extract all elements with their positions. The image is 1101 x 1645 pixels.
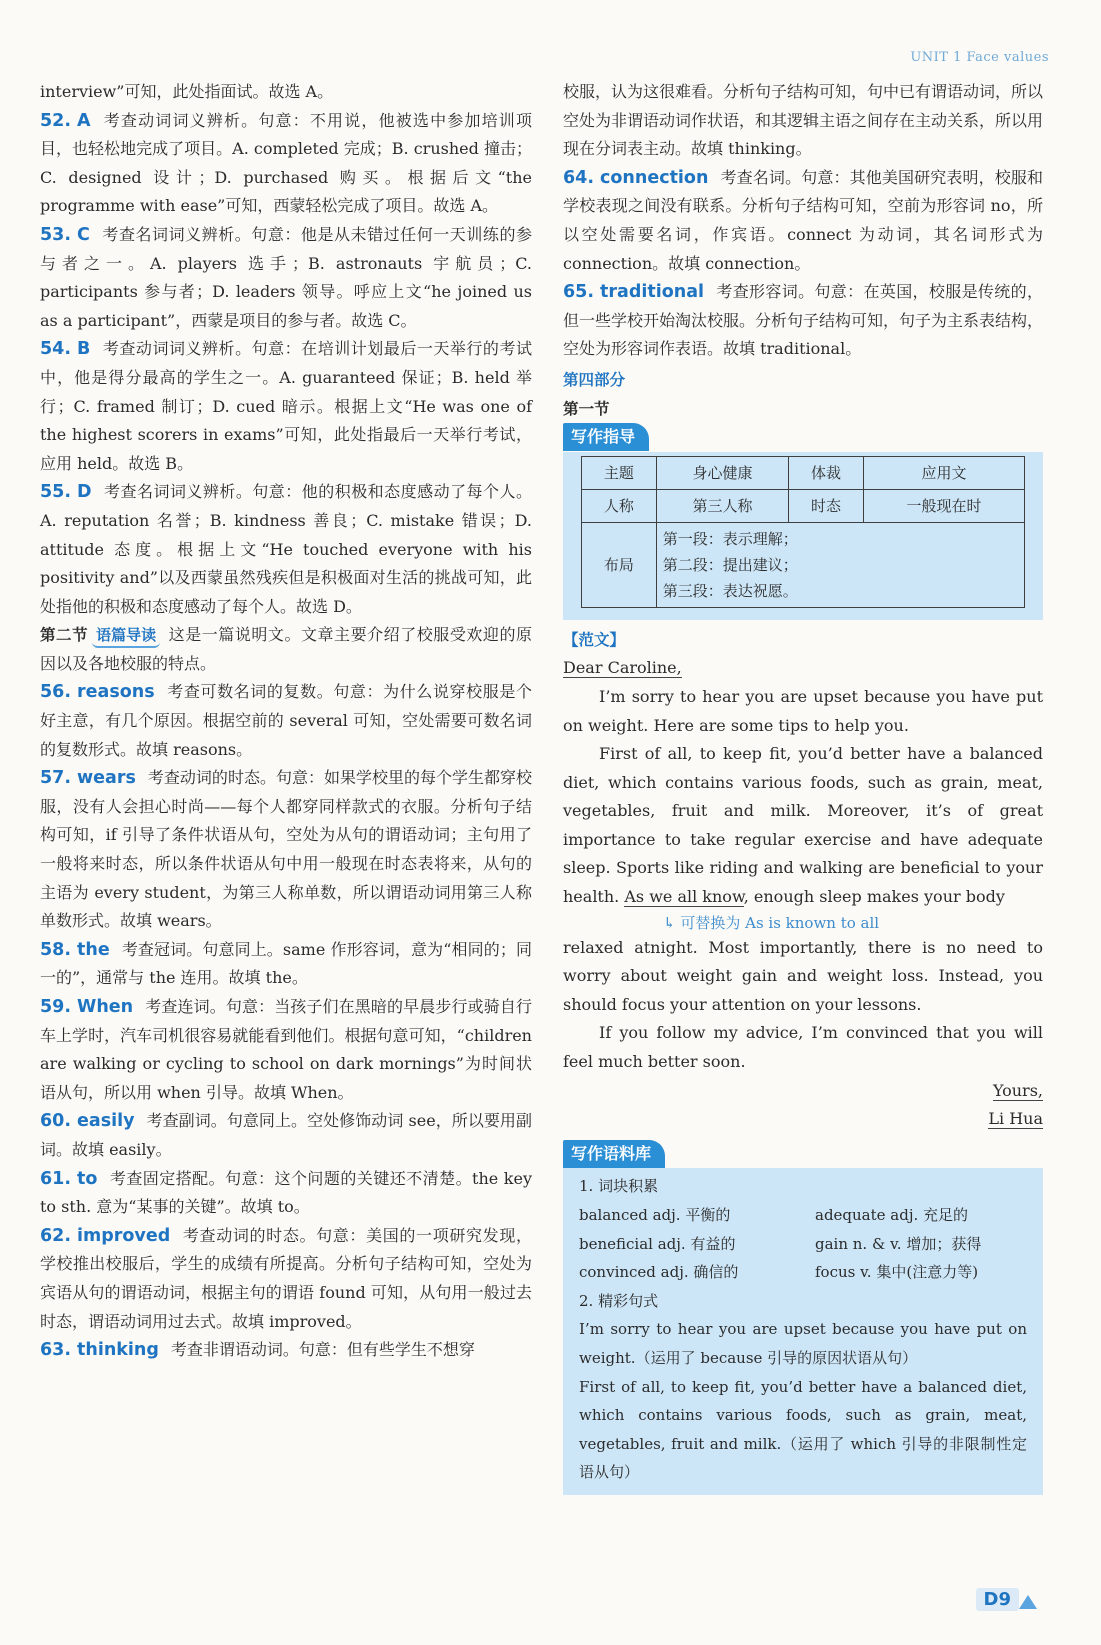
item-explanation: 考查动词的时态。句意：如果学校里的每个学生都穿校服，没有人会担心时尚——每个人都穿同样款式的衣服。分析句子结构可知，if 引导了条件状语从句，空处为从句的谓语动词；主句用了一般将来时态，所以条件状语从句中用一般现在时态表将来，从句的主语为 every student，为第三人称单数，所以谓语动词用第三人称单数形式。故填 wears。	[40, 768, 532, 931]
sentence-heading: 2. 精彩句式	[579, 1291, 659, 1310]
essay-underlined-phrase: As we all know	[624, 887, 744, 907]
item-answer: B	[77, 339, 91, 360]
item-explanation: 考查非谓语动词。句意：但有些学生不想穿	[170, 1340, 475, 1360]
writing-guide	[563, 423, 1043, 620]
item-answer: easily	[77, 1111, 135, 1132]
essay-paragraph: relaxed atnight. Most importantly, there is no need to worry about weight gain and weight loss. Instead, you should focus your attention on your lessons.	[563, 937, 1043, 1014]
answer-item	[40, 1165, 532, 1222]
answer-item	[40, 764, 532, 936]
answer-item	[40, 221, 532, 335]
page-arrow-icon	[1019, 1595, 1037, 1609]
item-explanation: 考查名词词义辨析。句意：他是从未错过任何一天训练的参与者之一。A. players 选手；B. astronauts 宇航员；C. participants 参与者；D. leaders 领导。呼应上文“he joined us as a participant”，西蒙是项目的参与者。故选 C。	[40, 224, 532, 330]
item-explanation: 考查动词词义辨析。句意：不用说，他被选中参加培训项目，也轻松地完成了项目。A. completed 完成；B. crushed 撞击；C. designed 设计；D. purchased 购买。根据后文“the programme with ease”可知，西蒙轻松完成了项目。故选 A。	[40, 110, 532, 216]
answer-item	[40, 678, 532, 764]
vocab-item: focus v. 集中(注意力等)	[815, 1263, 979, 1282]
salutation-text: Dear Caroline,	[563, 658, 682, 678]
item-answer: C	[77, 224, 90, 245]
item-number: 63.	[40, 1340, 72, 1361]
table-cell: 人称	[582, 489, 657, 522]
writing-corpus-box	[563, 1168, 1043, 1495]
section-summary: 这是一篇说明文。文章主要介绍了校服受欢迎的原因以及各地校服的特点。	[40, 625, 532, 673]
model-essay-label: 【范文】	[563, 630, 626, 649]
table-cell: 体裁	[789, 456, 864, 489]
item-number: 52.	[40, 110, 72, 131]
item-answer: A	[77, 110, 91, 131]
writing-corpus	[563, 1140, 1043, 1495]
sentence-item: First of all, to keep fit, you’d better have a balanced diet, which contains various foods, such as grain, meat, vegetables, fruit and milk.（运用了 which 引导的非限制性定语从句）	[579, 1377, 1027, 1482]
item-explanation: 考查形容词。句意：在英国，校服是传统的，但一些学校开始淘汰校服。分析句子结构可知，句子为主系表结构，空处为形容词作表语。故填 traditional。	[563, 282, 1044, 359]
item-number: 58.	[40, 939, 72, 960]
vocab-item: gain n. & v. 增加；获得	[815, 1234, 982, 1253]
vocab-grid	[579, 1201, 1027, 1287]
section-intro	[40, 621, 532, 678]
layout-cell	[656, 522, 1024, 607]
item-number: 55.	[40, 482, 72, 503]
item-explanation: 考查名词词义辨析。句意：他的积极和态度感动了每个人。A. reputation 名誉；B. kindness 善良；C. mistake 错误；D. attitude 态度。根据上文“He touched everyone with his positivity and”以及西蒙虽然残疾但是积极面对生活的挑战可知，此处指他的积极和态度感动了每个人。故选 D。	[40, 482, 532, 616]
essay-closing	[563, 1077, 1043, 1106]
running-header: UNIT 1 Face values	[910, 50, 1049, 65]
answer-item	[40, 993, 532, 1107]
table-cell: 身心健康	[656, 456, 788, 489]
item-answer: wears	[77, 768, 136, 789]
item-number: 56.	[40, 682, 72, 703]
essay-paragraph: I’m sorry to hear you are upset because you have put on weight. Here are some tips to help you.	[563, 686, 1043, 735]
item-answer: connection	[600, 167, 709, 188]
closing-text: Yours,	[992, 1080, 1043, 1100]
essay-salutation	[563, 654, 1043, 683]
intro-line: interview”可知，此处指面试。故选 A。	[40, 82, 334, 101]
page-number: D9	[976, 1588, 1019, 1611]
answer-item	[563, 164, 1043, 278]
item-answer: to	[77, 1168, 98, 1189]
layout-line: 第一段：表示理解；	[662, 529, 798, 548]
item-number: 57.	[40, 768, 72, 789]
left-column	[40, 78, 532, 1365]
answer-item	[40, 478, 532, 621]
item-explanation: 考查动词的时态。句意：美国的一项研究发现，学校推出校服后，学生的成绩有所提高。分析句子结构可知，空处为宾语从句的谓语动词，根据主句的谓语 found 可知，从句用一般过去时态，谓语动词用过去式。故填 improved。	[40, 1225, 532, 1331]
table-cell: 第三人称	[656, 489, 788, 522]
writing-guide-box	[563, 452, 1043, 620]
answer-item	[40, 1222, 532, 1336]
essay-paragraph: If you follow my advice, I’m convinced that you will feel much better soon.	[563, 1023, 1043, 1072]
table-cell: 时态	[789, 489, 864, 522]
essay-paragraph	[563, 740, 1043, 912]
item-answer: the	[77, 939, 110, 960]
continued-explanation: 校服，认为这很难看。分析句子结构可知，句中已有谓语动词，所以空处为非谓语动词作状语，和其逻辑主语之间存在主动关系，所以用现在分词表主动。故填 thinking。	[563, 82, 1044, 159]
table-cell: 布局	[582, 522, 657, 607]
item-number: 61.	[40, 1168, 72, 1189]
answer-item	[40, 107, 532, 221]
item-explanation: 考查动词词义辨析。句意：在培训计划最后一天举行的考试中，他是得分最高的学生之一。A. guaranteed 保证；B. held 举行；C. framed 制订；D. cued 暗示。根据上文“He was one of the highest scorers in exams”可知，此处指最后一天举行考试，应用 held。故选 B。	[40, 339, 532, 473]
writing-guide-title: 写作指导	[563, 423, 649, 451]
table-cell: 应用文	[863, 456, 1024, 489]
signature-name: Li Hua	[988, 1109, 1043, 1129]
item-answer: thinking	[77, 1340, 159, 1361]
writing-guide-table	[581, 456, 1025, 608]
table-row	[582, 489, 1025, 522]
item-answer: traditional	[600, 282, 704, 303]
answer-item	[40, 1107, 532, 1164]
essay-signature	[563, 1105, 1043, 1134]
vocab-item: convinced adj. 确信的	[579, 1263, 739, 1282]
table-row	[582, 456, 1025, 489]
item-explanation: 考查连词。句意：当孩子们在黑暗的早晨步行或骑自行车上学时，汽车司机很容易就能看到他们。根据句意可知，“children are walking or cycling to school on dark mornings”为时间状语从句，所以用 when 引导。故填 When。	[40, 997, 532, 1102]
item-explanation: 考查冠词。句意同上。same 作形容词，意为“相同的；同一的”，通常与 the 连用。故填 the。	[40, 939, 532, 988]
item-number: 59.	[40, 997, 72, 1017]
item-explanation: 考查可数名词的复数。句意：为什么说穿校服是个好主意，有几个原因。根据空前的 several 可知，空处需要可数名词的复数形式。故填 reasons。	[40, 682, 532, 759]
item-answer: When	[77, 997, 134, 1017]
answer-item	[563, 278, 1043, 364]
section-label: 第二节	[40, 626, 89, 645]
item-answer: D	[77, 482, 92, 503]
item-number: 65.	[563, 282, 595, 303]
item-answer: improved	[77, 1225, 171, 1246]
vocab-heading: 1. 词块积累	[579, 1177, 659, 1196]
table-cell: 主题	[582, 456, 657, 489]
layout-line: 第二段：提出建议；	[662, 555, 798, 574]
essay-text: First of all, to keep fit, you’d better have a balanced diet, which contains various foods, such as grain, meat, vegetables, fruit and milk. Moreover, it’s of great importance to take regular exercise and have adequate sleep. Sports like riding and walking are beneficial to your health.	[563, 744, 1043, 907]
item-number: 62.	[40, 1225, 72, 1246]
item-number: 53.	[40, 224, 72, 245]
layout-line: 第三段：表达祝愿。	[662, 581, 798, 600]
vocab-item: beneficial adj. 有益的	[579, 1234, 736, 1253]
item-number: 60.	[40, 1111, 72, 1132]
essay-text: , enough sleep makes your body	[743, 887, 1005, 907]
sentence-item: I’m sorry to hear you are upset because you have put on weight.（运用了 because 引导的原因状语从句）	[579, 1320, 1027, 1367]
item-number: 54.	[40, 339, 72, 360]
right-column	[563, 78, 1043, 1495]
vocab-item: adequate adj. 充足的	[815, 1206, 969, 1224]
part-heading: 第四部分	[563, 370, 626, 389]
table-cell: 一般现在时	[863, 489, 1024, 522]
item-answer: reasons	[77, 682, 155, 703]
table-row	[582, 522, 1025, 607]
writing-corpus-title: 写作语料库	[563, 1140, 665, 1168]
replacement-note: ↳ 可替换为 As is known to all	[663, 913, 880, 932]
section-heading: 第一节	[563, 399, 610, 418]
answer-item	[40, 936, 532, 993]
item-explanation: 考查固定搭配。句意：这个问题的关键还不清楚。the key to sth. 意为“某事的关键”。故填 to。	[40, 1168, 532, 1217]
item-number: 64.	[563, 167, 595, 188]
vocab-item: balanced adj. 平衡的	[579, 1206, 731, 1224]
item-explanation: 考查副词。句意同上。空处修饰动词 see，所以要用副词。故填 easily。	[40, 1111, 532, 1159]
reading-guide-tag: 语篇导读	[92, 624, 160, 648]
note-text: 可替换为 As is known to all	[680, 913, 880, 932]
item-explanation: 考查名词。句意：其他美国研究表明，校服和学校表现之间没有联系。分析句子结构可知，空前为形容词 no，所以空处需要名词，作宾语。connect 为动词，其名词形式为 connection。故填 connection。	[563, 167, 1043, 273]
answer-item	[40, 335, 532, 478]
answer-item	[40, 1336, 532, 1365]
